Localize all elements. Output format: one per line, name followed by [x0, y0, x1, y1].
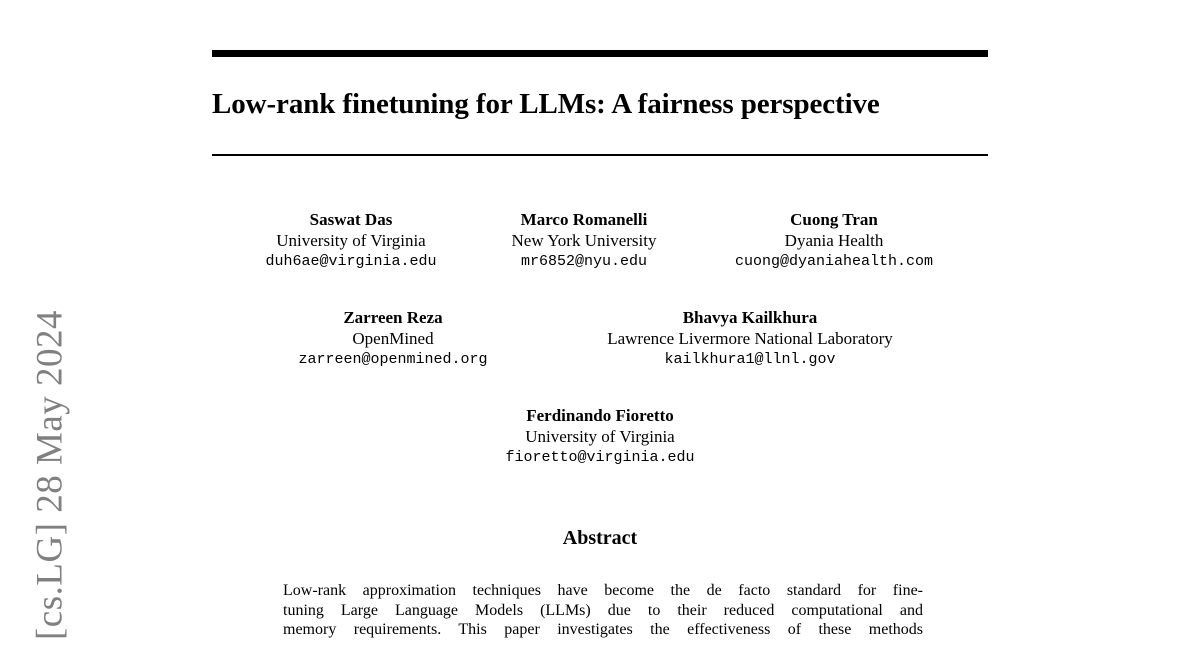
author-block	[735, 209, 933, 272]
abstract-line: tuning Large Language Models (LLMs) due to their reduced computational and	[283, 601, 923, 619]
author-email[interactable]: mr6852@nyu.edu	[520, 253, 648, 270]
author-block	[607, 307, 893, 370]
author-affiliation: OpenMined	[352, 329, 434, 348]
author-name: Cuong Tran	[790, 210, 878, 229]
abstract-line: Low-rank approximation techniques have become the de facto standard for fine-	[283, 582, 923, 599]
author-name: Ferdinando Fioretto	[526, 406, 674, 425]
paper-title: Low-rank finetuning for LLMs: A fairness perspective	[212, 88, 880, 120]
arxiv-stamp: [cs.LG] 28 May 2024	[29, 309, 71, 641]
author-block	[512, 209, 657, 272]
abstract-heading: Abstract	[562, 527, 638, 549]
author-name: Bhavya Kailkhura	[682, 308, 818, 327]
author-affiliation: Dyania Health	[784, 231, 884, 250]
author-email[interactable]: kailkhura1@llnl.gov	[664, 351, 836, 368]
author-affiliation: University of Virginia	[525, 427, 675, 446]
author-email[interactable]: zarreen@openmined.org	[298, 351, 488, 368]
author-email[interactable]: fioretto@virginia.edu	[505, 449, 695, 466]
author-name: Saswat Das	[309, 210, 393, 229]
top-rule	[212, 50, 988, 57]
abstract-body	[283, 581, 923, 640]
author-name: Zarreen Reza	[343, 308, 443, 327]
author-affiliation: Lawrence Livermore National Laboratory	[607, 329, 893, 348]
title-rule	[212, 154, 988, 156]
author-name: Marco Romanelli	[520, 210, 648, 229]
author-affiliation: University of Virginia	[276, 231, 426, 250]
author-affiliation: New York University	[511, 231, 657, 250]
author-block	[505, 405, 694, 468]
author-block	[298, 307, 487, 370]
author-block	[265, 209, 436, 272]
abstract-line: memory requirements. This paper investigates the effectiveness of these methods	[283, 621, 923, 638]
author-email[interactable]: cuong@dyaniahealth.com	[734, 253, 934, 270]
author-email[interactable]: duh6ae@virginia.edu	[265, 253, 437, 270]
